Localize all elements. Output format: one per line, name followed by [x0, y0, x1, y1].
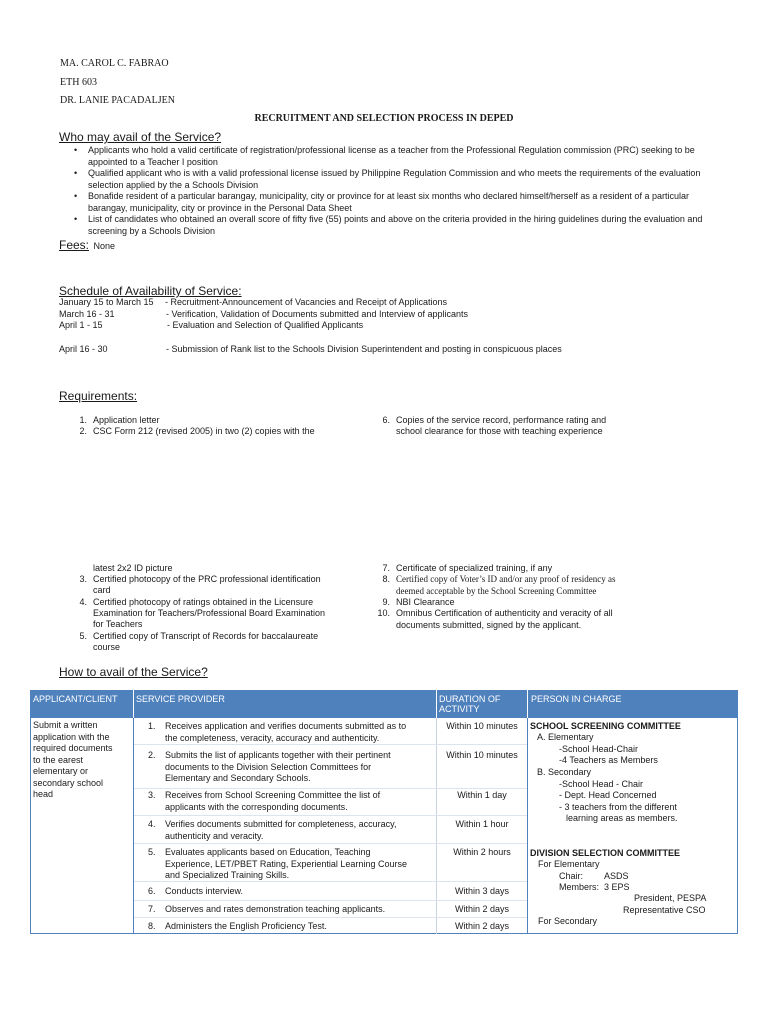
members-label: Members:: [559, 882, 600, 892]
column-header-person: PERSON IN CHARGE: [531, 694, 622, 704]
who-heading: Who may avail of the Service?: [59, 130, 222, 144]
requirement-continuation: Examination for Teachers/Professional Board Examination: [93, 608, 325, 618]
requirement-continuation: for Teachers: [93, 619, 143, 629]
list-item: • Bonafide resident of a particular barangay, municipality, city or province for at least six months who declared himself/herself as a resident of a particular barangay, municipality, city or province in the Personal Data Sheet: [88, 191, 708, 214]
row-divider: [134, 815, 527, 816]
client-line: elementary or: [33, 766, 89, 776]
column-header-client: APPLICANT/CLIENT: [33, 694, 118, 704]
item-number: 4.: [79, 597, 87, 607]
requirement-continuation: deemed acceptable by the School Screening Committee: [396, 586, 597, 596]
item-text: Certified copy of Transcript of Records for baccalaureate: [93, 631, 319, 641]
client-line: Submit a written: [33, 720, 98, 730]
person-line: - Dept. Head Concerned: [559, 790, 657, 800]
client-line: head: [33, 789, 54, 799]
requirement-continuation: documents submitted, signed by the applicant.: [396, 620, 582, 630]
row-divider: [134, 900, 527, 901]
item-number: 8.: [382, 574, 390, 584]
fees-label: Fees:: [59, 238, 90, 252]
step-text: Receives from School Screening Committee the list of: [165, 790, 381, 800]
duration-cell: Within 10 minutes: [446, 750, 518, 760]
item-number: 1.: [79, 415, 87, 425]
item-number: 2.: [79, 426, 87, 436]
step-text: Verifies documents submitted for completeness, accuracy,: [165, 819, 397, 829]
requirement-continuation: card: [93, 585, 111, 595]
item-text: Certified photocopy of the PRC professional identification: [93, 574, 321, 584]
step-text: Experience, LET/PBET Rating, Experiential Learning Course: [165, 858, 407, 869]
course-code: ETH 603: [60, 77, 97, 88]
members-value: 3 EPS: [604, 882, 630, 892]
column-header-provider: SERVICE PROVIDER: [136, 694, 225, 704]
item-text: Certificate of specialized training, if any: [396, 563, 553, 573]
schedule-text: - Verification, Validation of Documents submitted and Interview of applicants: [166, 309, 468, 319]
duration-cell: Within 3 days: [454, 886, 510, 896]
step-number: 5.: [148, 847, 156, 857]
step-text: Submits the list of applicants together with their pertinent: [165, 750, 391, 760]
step-text: documents to the Division Selection Committees for: [165, 761, 372, 772]
requirement-continuation: school clearance for those with teaching experience: [396, 426, 603, 436]
step-text: Conducts interview.: [165, 886, 244, 896]
requirement-continuation: latest 2x2 ID picture: [93, 563, 173, 573]
item-number: 7.: [382, 563, 390, 573]
header-divider: [436, 690, 437, 718]
author-name: MA. CAROL C. FABRAO: [60, 58, 169, 69]
step-number: 3.: [148, 790, 156, 800]
item-number: 5.: [79, 631, 87, 641]
step-number: 4.: [148, 819, 156, 829]
client-line: secondary school: [33, 777, 104, 788]
fees-line: [59, 236, 115, 254]
item-number: 10.: [377, 608, 390, 618]
list-item: • List of candidates who obtained an overall score of fifty five (55) points and above on the criteria provided in the hiring guidelines during the evaluation and screening by a Schools Division: [88, 214, 708, 237]
item-text: Omnibus Certification of authenticity and veracity of all: [396, 608, 613, 618]
row-divider: [134, 843, 527, 844]
step-number: 6.: [148, 886, 156, 896]
person-line: For Elementary: [538, 859, 600, 869]
schedule-date: April 16 - 30: [59, 344, 108, 354]
list-item: • Qualified applicant who is with a valid professional license issued by Philippine Regulation Commission and who meets the requirements of the evaluation selection applied by the a Schools Division: [88, 168, 708, 191]
person-line: learning areas as members.: [566, 813, 678, 823]
step-number: 2.: [148, 750, 156, 760]
item-text: Certified copy of Voter’s ID and/or any proof of residency as: [396, 574, 616, 584]
person-line: President, PESPA: [634, 893, 707, 903]
chair-value: ASDS: [604, 871, 629, 881]
person-line: -School Head - Chair: [559, 779, 644, 789]
row-divider: [134, 788, 527, 789]
column-divider: [133, 718, 134, 934]
item-text: CSC Form 212 (revised 2005) in two (2) copies with the: [93, 426, 315, 436]
schedule-date: March 16 - 31: [59, 309, 115, 319]
person-line: -4 Teachers as Members: [559, 755, 658, 765]
duration-cell: Within 1 hour: [455, 819, 509, 829]
eligibility-list: [88, 145, 708, 237]
item-number: 3.: [79, 574, 87, 584]
client-cell: [33, 720, 131, 801]
column-header-duration: DURATION OF ACTIVITY: [439, 694, 501, 714]
header-divider: [527, 690, 528, 718]
row-divider: [134, 744, 527, 745]
step-text: Elementary and Secondary Schools.: [165, 773, 311, 783]
person-line: For Secondary: [538, 916, 598, 926]
client-line: application with the: [33, 731, 110, 742]
requirements-heading: Requirements:: [59, 389, 138, 403]
person-line: - 3 teachers from the different: [559, 802, 677, 812]
schedule-date: April 1 - 15: [59, 320, 103, 330]
step-text: Receives application and verifies documents submitted as to: [165, 721, 407, 731]
fees-value: None: [93, 241, 115, 251]
row-divider: [134, 917, 527, 918]
step-number: 1.: [148, 721, 156, 731]
person-line: B. Secondary: [537, 767, 592, 777]
step-text: Observes and rates demonstration teaching applicants.: [165, 904, 386, 914]
duration-cell: Within 2 days: [454, 921, 510, 931]
schedule-text: - Evaluation and Selection of Qualified Applicants: [167, 320, 364, 330]
requirement-continuation: course: [93, 642, 121, 652]
schedule-date: January 15 to March 15: [59, 297, 154, 307]
step-text: Administers the English Proficiency Test.: [165, 921, 327, 931]
person-line: -School Head-Chair: [559, 744, 639, 754]
duration-cell: Within 2 days: [454, 904, 510, 914]
professor-name: DR. LANIE PACADALJEN: [60, 95, 175, 106]
item-number: 6.: [382, 415, 390, 425]
item-text: NBI Clearance: [396, 597, 455, 607]
client-line: to the earest: [33, 754, 84, 765]
item-text: Application letter: [93, 415, 160, 425]
item-text: Copies of the service record, performance rating and: [396, 415, 607, 425]
schedule-text: - Recruitment-Announcement of Vacancies and Receipt of Applications: [165, 297, 447, 307]
header-divider: [133, 690, 134, 718]
how-heading: How to avail of the Service?: [59, 665, 208, 679]
schedule-heading: Schedule of Availability of Service:: [59, 284, 242, 298]
step-text: Evaluates applicants based on Education, Teaching: [165, 847, 371, 857]
person-line: A. Elementary: [537, 732, 594, 742]
duration-cell: Within 2 hours: [453, 847, 511, 857]
step-text: and Specialized Training Skills.: [165, 870, 290, 880]
list-item: • Applicants who hold a valid certificate of registration/professional license as a teacher from the Professional Regulation commission (PRC) seeking to be appointed to a Teacher I position: [88, 145, 708, 168]
duration-cell: Within 10 minutes: [446, 721, 518, 731]
schedule-text: - Submission of Rank list to the Schools Division Superintendent and posting in conspicuous places: [166, 344, 562, 354]
item-number: 9.: [382, 597, 390, 607]
chair-label: Chair:: [559, 871, 584, 881]
person-line: Representative CSO: [623, 905, 706, 915]
step-text: authenticity and veracity.: [165, 830, 264, 841]
document-title: RECRUITMENT AND SELECTION PROCESS IN DEPED: [254, 113, 514, 124]
step-number: 7.: [148, 904, 156, 914]
step-text: the completeness, veracity, accuracy and authenticity.: [165, 732, 380, 743]
ssc-title: SCHOOL SCREENING COMMITTEE: [530, 721, 681, 731]
item-text: Certified photocopy of ratings obtained in the Licensure: [93, 597, 314, 607]
dsc-title: DIVISION SELECTION COMMITTEE: [530, 848, 681, 858]
column-divider: [527, 718, 528, 934]
step-number: 8.: [148, 921, 156, 931]
step-text: applicants with the corresponding documents.: [165, 801, 348, 812]
client-line: required documents: [33, 743, 113, 753]
duration-cell: Within 1 day: [457, 790, 507, 800]
